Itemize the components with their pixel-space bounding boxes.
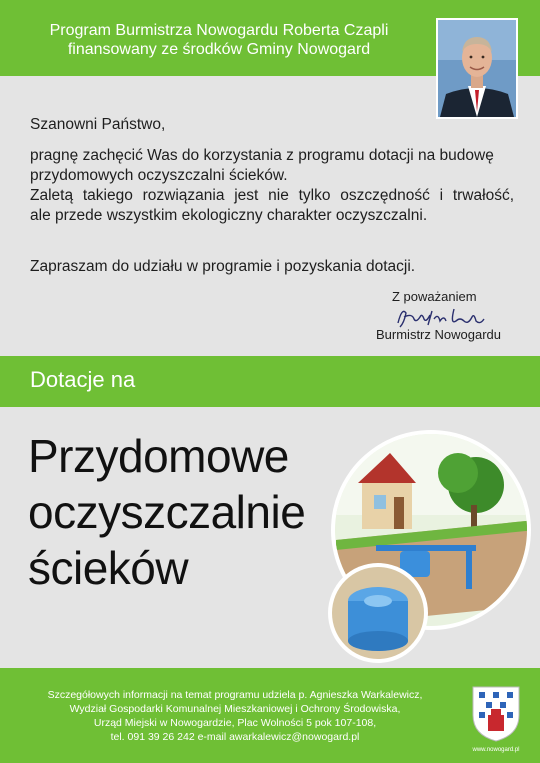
subsidy-label: Dotacje na <box>30 367 136 392</box>
letter-line4: ale przede wszystkim ekologiczny charakter oczyszczalni. <box>30 207 428 224</box>
letter-line3: Zaletą takiego rozwiązania jest nie tylko oszczędność i trwałość, <box>30 187 514 204</box>
contact-line3: Urząd Miejski w Nowogardzie, Plac Wolności 5 pok 107-108, <box>93 717 377 729</box>
website-url: www.nowogard.pl <box>472 747 520 753</box>
letter-body <box>30 146 514 226</box>
headline-line1: Przydomowe <box>28 430 289 482</box>
header-title-line1: Program Burmistrza Nowogardu Roberta Czapli <box>49 22 389 39</box>
header-title <box>14 21 424 59</box>
septic-system-illustration <box>316 425 536 665</box>
contact-line1: Szczegółowych informacji na temat programu udziela p. Agnieszka Warkalewicz, <box>47 689 423 701</box>
town-crest-icon <box>471 685 521 743</box>
letter-line1: pragnę zachęcić Was do korzystania z programu dotacji na budowę <box>30 147 494 164</box>
letter-regards: Z poważaniem <box>392 289 477 304</box>
headline-line3: ścieków <box>28 542 189 594</box>
letter-greeting: Szanowni Państwo, <box>30 116 166 133</box>
header-title-line2: finansowany ze środków Gminy Nowogard <box>67 41 371 58</box>
main-headline <box>28 428 305 596</box>
portrait-illustration <box>438 20 516 117</box>
contact-line2: Wydział Gospodarki Komunalnej Mieszkaniowej i Ochrony Środowiska, <box>69 703 401 715</box>
letter-signer: Burmistrz Nowogardu <box>376 327 501 342</box>
letter-invitation: Zapraszam do udziału w programie i pozyskania dotacji. <box>30 258 416 275</box>
headline-line2: oczyszczalnie <box>28 486 306 538</box>
contact-line4: tel. 091 39 26 242 e-mail awarkalewicz@nowogard.pl <box>110 731 360 743</box>
letter-line2: przydomowych oczyszczalni ścieków. <box>30 167 288 184</box>
mayor-portrait <box>436 18 518 119</box>
contact-info <box>20 688 450 744</box>
